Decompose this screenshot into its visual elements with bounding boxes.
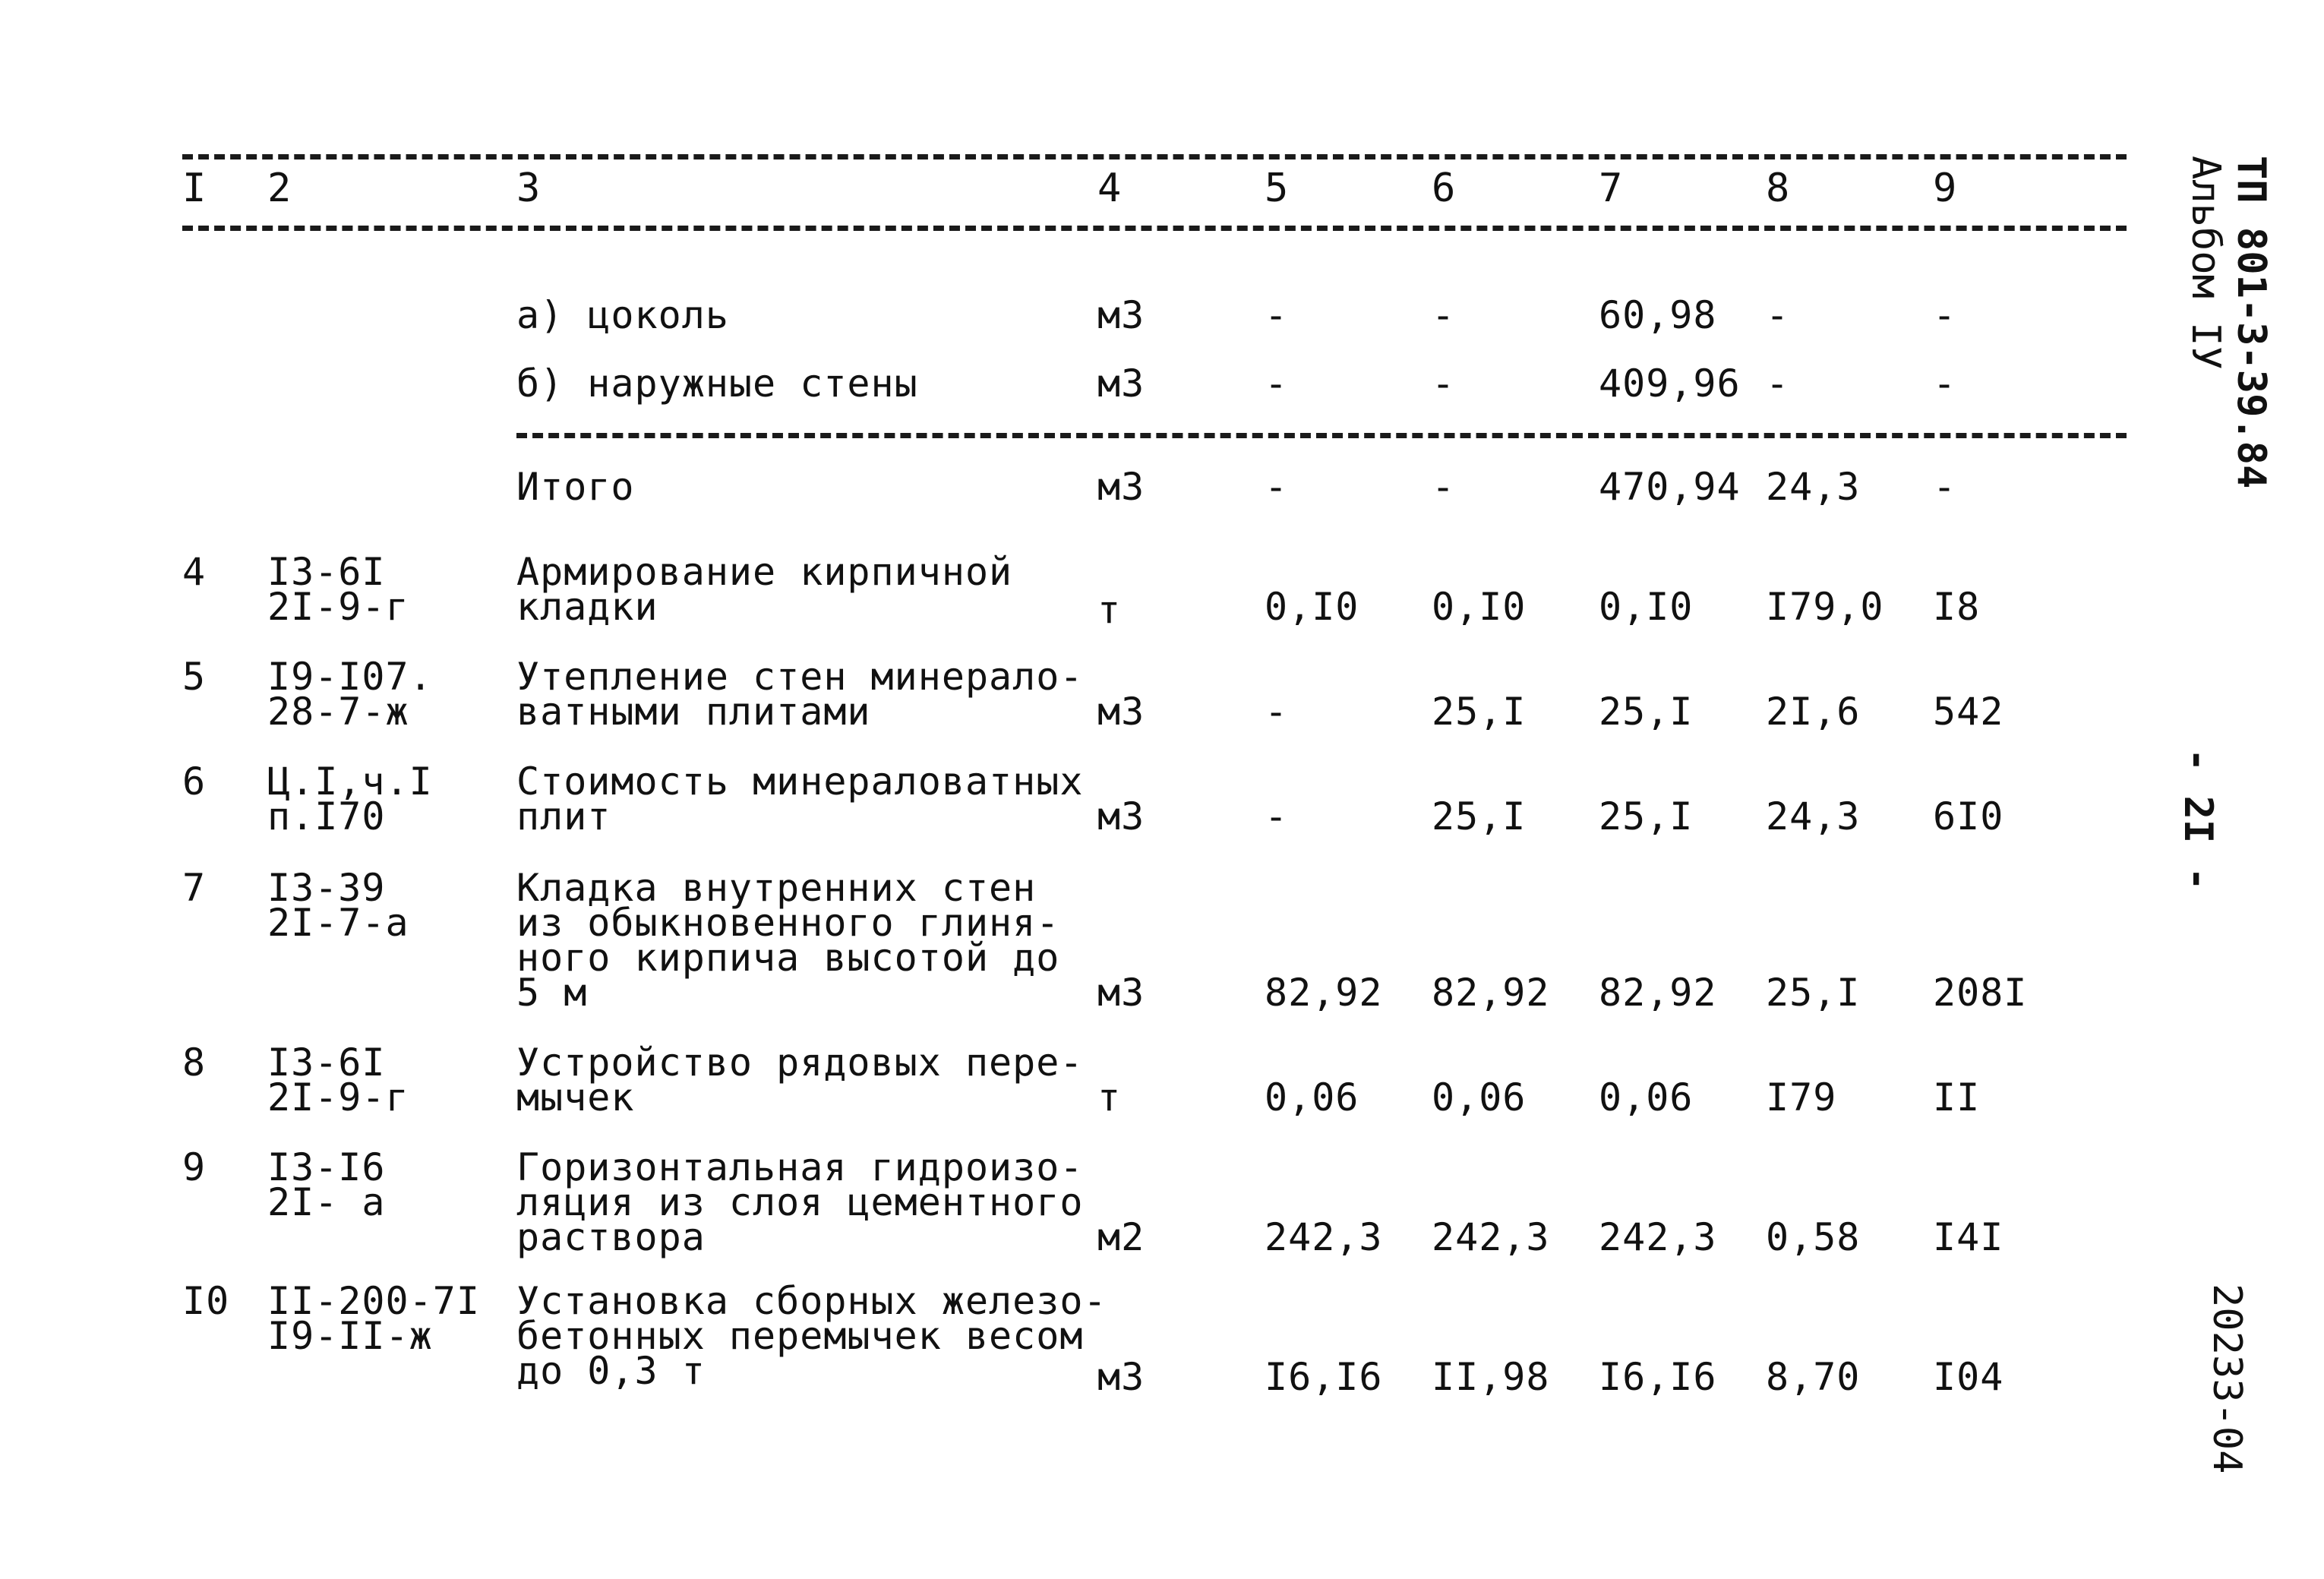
row-col8: I79,0 — [1766, 585, 1884, 629]
row-desc: Горизонтальная гидроизо- ляция из слоя цементного раствора — [516, 1145, 1084, 1259]
row-col9: 6I0 — [1933, 794, 2004, 838]
row-col9: 208I — [1933, 971, 2028, 1015]
total-col9: - — [1933, 465, 1957, 509]
row-col6: - — [1432, 293, 1456, 337]
archive-number: 20233-04 — [2204, 1284, 2250, 1474]
row-number: 8 — [182, 1041, 207, 1085]
row-col7: 82,92 — [1599, 971, 1717, 1015]
row-unit: т — [1097, 1075, 1122, 1120]
row-col8: 2I,6 — [1766, 690, 1861, 734]
row-col5: 0,06 — [1265, 1075, 1359, 1120]
row-unit: м3 — [1097, 794, 1145, 838]
row-number: 9 — [182, 1145, 207, 1189]
row-number: I0 — [182, 1279, 230, 1323]
row-desc: Устройство рядовых пере- мычек — [516, 1041, 1084, 1120]
row-col5: - — [1265, 690, 1289, 734]
row-number: 6 — [182, 759, 207, 804]
column-header-3: 3 — [516, 166, 541, 211]
row-unit: м3 — [1097, 971, 1145, 1015]
row-col9: 542 — [1933, 690, 2004, 734]
row-col5: I6,I6 — [1265, 1355, 1383, 1399]
row-col8: 25,I — [1766, 971, 1861, 1015]
total-col6: - — [1432, 465, 1456, 509]
row-unit: м3 — [1097, 1355, 1145, 1399]
row-code: II-200-7I I9-II-ж — [267, 1279, 480, 1358]
total-unit: м3 — [1097, 465, 1145, 509]
row-desc: Утепление стен минерало- ватными плитами — [516, 655, 1084, 734]
row-desc: а) цоколь — [516, 293, 729, 337]
row-desc: Кладка внутренних стен из обыкновенного глиня- ного кирпича высотой до 5 м — [516, 866, 1060, 1015]
column-header-6: 6 — [1432, 166, 1456, 211]
row-col5: 82,92 — [1265, 971, 1383, 1015]
row-col6: 25,I — [1432, 794, 1527, 838]
row-desc: б) наружные стены — [516, 362, 918, 406]
row-unit: м2 — [1097, 1215, 1145, 1259]
row-number: 4 — [182, 550, 207, 594]
header-rule-bottom — [182, 226, 2127, 231]
row-col8: - — [1766, 362, 1790, 406]
row-col6: 0,I0 — [1432, 585, 1527, 629]
row-col9: - — [1933, 362, 1957, 406]
row-code: I3-39 2I-7-а — [267, 866, 409, 945]
row-col6: 82,92 — [1432, 971, 1550, 1015]
column-header-2: 2 — [267, 166, 292, 211]
total-label: Итого — [516, 465, 635, 509]
row-col5: 0,I0 — [1265, 585, 1359, 629]
row-col9: II — [1933, 1075, 1981, 1120]
row-code: I3-I6 2I- а — [267, 1145, 386, 1224]
row-col5: 242,3 — [1265, 1215, 1383, 1259]
row-col7: 0,I0 — [1599, 585, 1694, 629]
row-number: 7 — [182, 866, 207, 910]
row-col6: II,98 — [1432, 1355, 1550, 1399]
row-col9: - — [1933, 293, 1957, 337]
row-desc: Стоимость минераловатных плит — [516, 759, 1084, 838]
row-col7: 0,06 — [1599, 1075, 1694, 1120]
album-label: Альбом IУ — [2183, 156, 2228, 370]
row-col6: 0,06 — [1432, 1075, 1527, 1120]
row-col9: I4I — [1933, 1215, 2004, 1259]
document-code: ТП 801-3-39.84 — [2228, 156, 2274, 489]
row-code: Ц.I,ч.I п.I70 — [267, 759, 433, 838]
column-header-4: 4 — [1097, 166, 1122, 211]
subtotal-rule — [516, 433, 2127, 438]
row-col7: 25,I — [1599, 794, 1694, 838]
row-col7: I6,I6 — [1599, 1355, 1717, 1399]
row-col6: 242,3 — [1432, 1215, 1550, 1259]
row-col8: 24,3 — [1766, 794, 1861, 838]
row-col5: - — [1265, 362, 1289, 406]
row-col7: 60,98 — [1599, 293, 1717, 337]
total-col7: 470,94 — [1599, 465, 1741, 509]
row-code: I3-6I 2I-9-г — [267, 1041, 409, 1120]
column-header-7: 7 — [1599, 166, 1623, 211]
row-desc: Установка сборных железо- бетонных перемычек весом до 0,3 т — [516, 1279, 1107, 1393]
column-header-8: 8 — [1766, 166, 1790, 211]
total-col8: 24,3 — [1766, 465, 1861, 509]
row-unit: м3 — [1097, 690, 1145, 734]
row-col6: - — [1432, 362, 1456, 406]
row-unit: м3 — [1097, 293, 1145, 337]
row-code: I3-6I 2I-9-г — [267, 550, 409, 629]
row-unit: т — [1097, 588, 1122, 632]
column-header-1: I — [182, 166, 207, 211]
row-col9: I04 — [1933, 1355, 2004, 1399]
row-col8: I79 — [1766, 1075, 1837, 1120]
header-rule-top — [182, 154, 2127, 159]
row-col7: 25,I — [1599, 690, 1694, 734]
row-number: 5 — [182, 655, 207, 699]
row-col5: - — [1265, 293, 1289, 337]
column-header-5: 5 — [1265, 166, 1289, 211]
row-col9: I8 — [1933, 585, 1981, 629]
page-number: - 2I - — [2175, 748, 2221, 891]
row-col7: 242,3 — [1599, 1215, 1717, 1259]
row-col7: 409,96 — [1599, 362, 1741, 406]
row-code: I9-I07. 28-7-ж — [267, 655, 433, 734]
column-header-9: 9 — [1933, 166, 1957, 211]
row-col8: - — [1766, 293, 1790, 337]
total-col5: - — [1265, 465, 1289, 509]
row-col5: - — [1265, 794, 1289, 838]
row-col8: 8,70 — [1766, 1355, 1861, 1399]
row-desc: Армирование кирпичной кладки — [516, 550, 1013, 629]
row-col8: 0,58 — [1766, 1215, 1861, 1259]
row-unit: м3 — [1097, 362, 1145, 406]
row-col6: 25,I — [1432, 690, 1527, 734]
